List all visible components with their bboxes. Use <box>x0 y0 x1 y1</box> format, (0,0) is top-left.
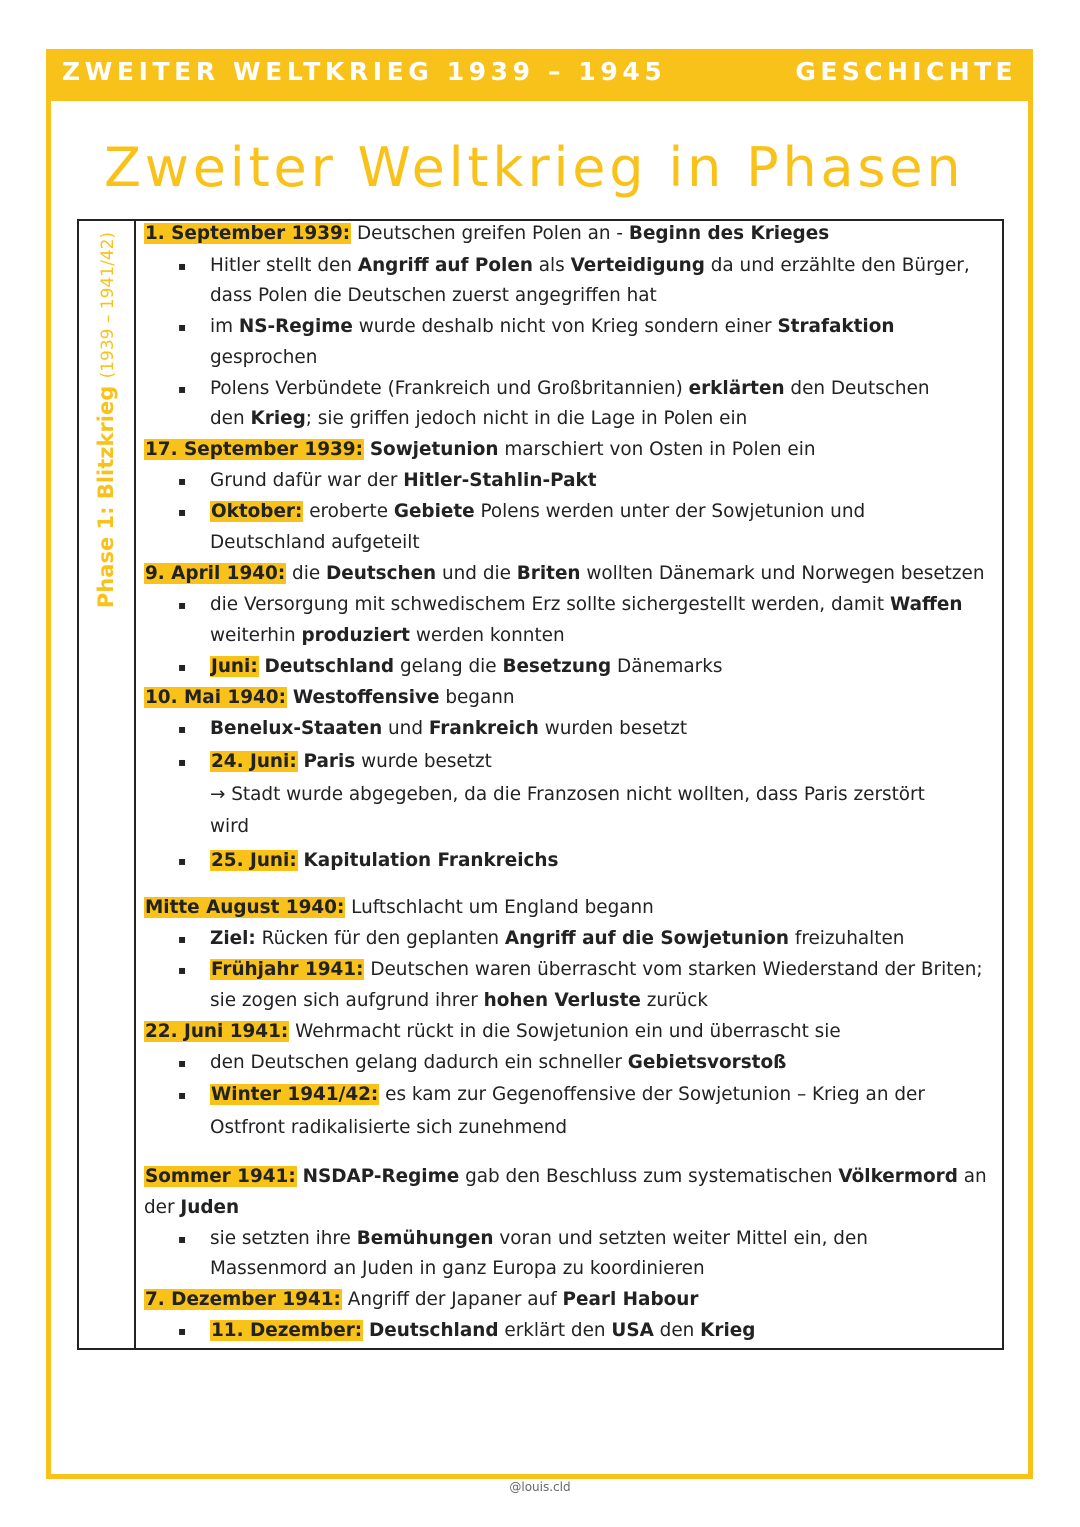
text-line <box>210 405 747 433</box>
text-segment: im <box>210 316 239 337</box>
text-line <box>144 1194 239 1222</box>
text-line <box>210 1317 755 1345</box>
text-segment: wollten Dänemark und Norwegen besetzen <box>580 563 985 584</box>
bullet-icon: ▪ <box>178 660 187 674</box>
bold-term: Hitler-Stahlin-Pakt <box>403 470 597 491</box>
text-segment: marschiert von Osten in Polen ein <box>498 439 816 460</box>
bold-term: Sowjetunion <box>369 439 499 460</box>
text-segment: wurde deshalb nicht von Krieg sondern einer <box>352 316 778 337</box>
text-segment: Wehrmacht rückt in die Sowjetunion ein und überrascht sie <box>289 1021 841 1042</box>
text-segment: Rücken für den geplanten <box>255 928 505 949</box>
text-line <box>210 715 687 743</box>
text-segment: Luftschlacht um England begann <box>345 897 654 918</box>
text-line <box>210 529 420 557</box>
text-line <box>210 653 722 681</box>
text-segment: begann <box>439 687 515 708</box>
text-line <box>210 1114 567 1142</box>
text-line <box>210 748 492 776</box>
bold-term: Völkermord <box>838 1166 958 1187</box>
bullet-icon: ▪ <box>178 755 187 769</box>
bold-term: erklärten <box>688 378 785 399</box>
bold-term: USA <box>611 1320 654 1341</box>
bold-term: Gebiete <box>393 501 475 522</box>
bold-term: Deutschland <box>264 656 395 677</box>
text-segment: an <box>957 1166 987 1187</box>
text-line <box>210 375 930 403</box>
text-segment: es kam zur Gegenoffensive der Sowjetunion – Krieg an der <box>379 1084 925 1105</box>
text-segment: wurde besetzt <box>355 751 492 772</box>
text-line <box>210 987 708 1015</box>
text-segment: der <box>144 1197 181 1218</box>
date-highlight: Sommer 1941: <box>145 1166 296 1187</box>
text-line <box>210 252 970 280</box>
bold-term: Krieg <box>700 1320 756 1341</box>
text-segment: sie zogen sich aufgrund ihrer <box>210 990 484 1011</box>
bullet-icon: ▪ <box>178 1232 187 1246</box>
text-line <box>210 956 983 984</box>
text-line <box>210 813 249 841</box>
text-segment: gesprochen <box>210 347 318 368</box>
date-highlight: 7. Dezember 1941: <box>145 1289 341 1310</box>
date-highlight: 1. September 1939: <box>145 223 351 244</box>
date-highlight: 9. April 1940: <box>145 563 286 584</box>
bold-term: Bemühungen <box>356 1228 494 1249</box>
phase-title: Phase 1: Blitzkrieg <box>94 385 118 609</box>
phase-range: (1939 – 1941/42) <box>98 231 118 379</box>
bold-term: Paris <box>303 751 356 772</box>
bullet-icon: ▪ <box>178 1088 187 1102</box>
text-segment: sie setzten ihre <box>210 1228 357 1249</box>
header-bar <box>46 49 1033 101</box>
date-highlight: Frühjahr 1941: <box>211 959 364 980</box>
bold-term: Deutschland <box>368 1320 499 1341</box>
bullet-icon: ▪ <box>178 854 187 868</box>
date-highlight: 25. Juni: <box>211 850 297 871</box>
text-segment: den Deutschen gelang dadurch ein schneller <box>210 1052 628 1073</box>
text-line <box>210 467 597 495</box>
bold-term: hohen Verluste <box>483 990 641 1011</box>
text-segment: Deutschland aufgeteilt <box>210 532 420 553</box>
date-highlight: 22. Juni 1941: <box>145 1021 289 1042</box>
text-line <box>210 1049 786 1077</box>
bold-term: NS-Regime <box>238 316 353 337</box>
text-segment: wurden besetzt <box>538 718 688 739</box>
bold-term: produziert <box>301 625 410 646</box>
bold-term: Gebietsvorstoß <box>627 1052 787 1073</box>
text-segment: und die <box>436 563 517 584</box>
bullet-icon: ▪ <box>178 320 187 334</box>
text-line <box>210 1225 868 1253</box>
text-segment: freizuhalten <box>789 928 905 949</box>
text-segment: als <box>532 255 571 276</box>
text-line <box>144 220 829 248</box>
phase-label <box>94 232 118 608</box>
text-segment: die <box>286 563 326 584</box>
text-segment: dass Polen die Deutschen zuerst angegriffen hat <box>210 285 657 306</box>
date-highlight: 17. September 1939: <box>145 439 363 460</box>
text-segment: gab den Beschluss zum systematischen <box>459 1166 839 1187</box>
bullet-icon: ▪ <box>178 382 187 396</box>
header-topic: ZWEITER WELTKRIEG 1939 – 1945 <box>62 57 667 86</box>
text-line <box>210 313 894 341</box>
text-line <box>144 684 515 712</box>
bold-term: NSDAP-Regime <box>302 1166 460 1187</box>
text-segment: ; sie griffen jedoch nicht in die Lage in Polen ein <box>305 408 748 429</box>
text-segment: Deutschen greifen Polen an - <box>351 223 629 244</box>
bold-term: Benelux-Staaten <box>210 718 383 739</box>
text-line <box>210 847 558 875</box>
bold-term: Juden <box>180 1197 240 1218</box>
bullet-icon: ▪ <box>178 932 187 946</box>
bold-term: Deutschen <box>326 563 437 584</box>
bold-term: Briten <box>516 563 581 584</box>
text-line <box>144 1018 841 1046</box>
text-line <box>210 925 904 953</box>
text-segment: voran und setzten weiter Mittel ein, den <box>493 1228 868 1249</box>
text-line <box>210 781 925 809</box>
text-segment: den <box>653 1320 701 1341</box>
text-line <box>210 498 865 526</box>
text-segment: eroberte <box>303 501 394 522</box>
table-divider <box>134 219 136 1350</box>
date-highlight: Oktober: <box>211 501 303 522</box>
bold-term: Besetzung <box>502 656 612 677</box>
text-line <box>144 1163 987 1191</box>
text-segment: da und erzählte den Bürger, <box>704 255 970 276</box>
text-segment: gelang die <box>394 656 503 677</box>
text-line <box>144 560 985 588</box>
date-highlight: Winter 1941/42: <box>211 1084 379 1105</box>
date-highlight: 24. Juni: <box>211 751 297 772</box>
bold-term: Angriff auf die Sowjetunion <box>504 928 789 949</box>
text-line <box>144 894 654 922</box>
bullet-icon: ▪ <box>178 1324 187 1338</box>
text-line <box>210 591 963 619</box>
bold-term: Angriff auf Polen <box>357 255 533 276</box>
text-segment: Ostfront radikalisierte sich zunehmend <box>210 1117 568 1138</box>
date-highlight: Juni: <box>211 656 258 677</box>
text-segment: die Versorgung mit schwedischem Erz sollte sichergestellt werden, damit <box>210 594 890 615</box>
header-subject: GESCHICHTE <box>795 57 1017 86</box>
date-highlight: Mitte August 1940: <box>145 897 345 918</box>
text-segment: weiterhin <box>210 625 302 646</box>
text-segment: erklärt den <box>498 1320 612 1341</box>
page-title: Zweiter Weltkrieg in Phasen <box>104 136 965 199</box>
text-line <box>144 436 815 464</box>
text-line <box>210 622 565 650</box>
text-segment: Polens Verbündete (Frankreich und Großbritannien) <box>210 378 689 399</box>
bold-term: Beginn des Krieges <box>628 223 830 244</box>
bullet-icon: ▪ <box>178 259 187 273</box>
bullet-icon: ▪ <box>178 474 187 488</box>
bold-term: Strafaktion <box>777 316 895 337</box>
text-line <box>210 1255 705 1283</box>
text-line <box>144 1286 698 1314</box>
footer-credit: @louis.cld <box>509 1480 571 1494</box>
bullet-icon: ▪ <box>178 598 187 612</box>
text-segment: den Deutschen <box>784 378 930 399</box>
text-segment: und <box>382 718 429 739</box>
text-line <box>210 1081 925 1109</box>
date-highlight: 10. Mai 1940: <box>145 687 286 708</box>
text-segment: zurück <box>640 990 708 1011</box>
text-segment: den <box>210 408 251 429</box>
bullet-icon: ▪ <box>178 963 187 977</box>
date-highlight: 11. Dezember: <box>211 1320 363 1341</box>
text-segment: Hitler stellt den <box>210 255 358 276</box>
text-line <box>210 282 657 310</box>
bold-term: Westoffensive <box>292 687 440 708</box>
text-segment: wird <box>210 816 250 837</box>
bullet-icon: ▪ <box>178 505 187 519</box>
text-segment: Massenmord an Juden in ganz Europa zu koordinieren <box>210 1258 705 1279</box>
text-segment: Polens werden unter der Sowjetunion und <box>474 501 866 522</box>
text-segment: Deutschen waren überrascht vom starken Wiederstand der Briten; <box>364 959 983 980</box>
text-line <box>210 344 317 372</box>
bold-term: Frankreich <box>428 718 539 739</box>
bold-term: Krieg <box>250 408 306 429</box>
text-segment: → Stadt wurde abgegeben, da die Franzosen nicht wollten, dass Paris zerstört <box>210 784 925 805</box>
text-segment: Grund dafür war der <box>210 470 404 491</box>
text-segment: werden konnten <box>409 625 565 646</box>
text-segment: Dänemarks <box>611 656 723 677</box>
bullet-icon: ▪ <box>178 1056 187 1070</box>
bold-term: Kapitulation Frankreichs <box>303 850 559 871</box>
bold-term: Ziel: <box>210 928 256 949</box>
bold-term: Waffen <box>889 594 963 615</box>
bold-term: Verteidigung <box>570 255 705 276</box>
text-segment: Angriff der Japaner auf <box>341 1289 563 1310</box>
bullet-icon: ▪ <box>178 722 187 736</box>
bold-term: Pearl Habour <box>562 1289 699 1310</box>
